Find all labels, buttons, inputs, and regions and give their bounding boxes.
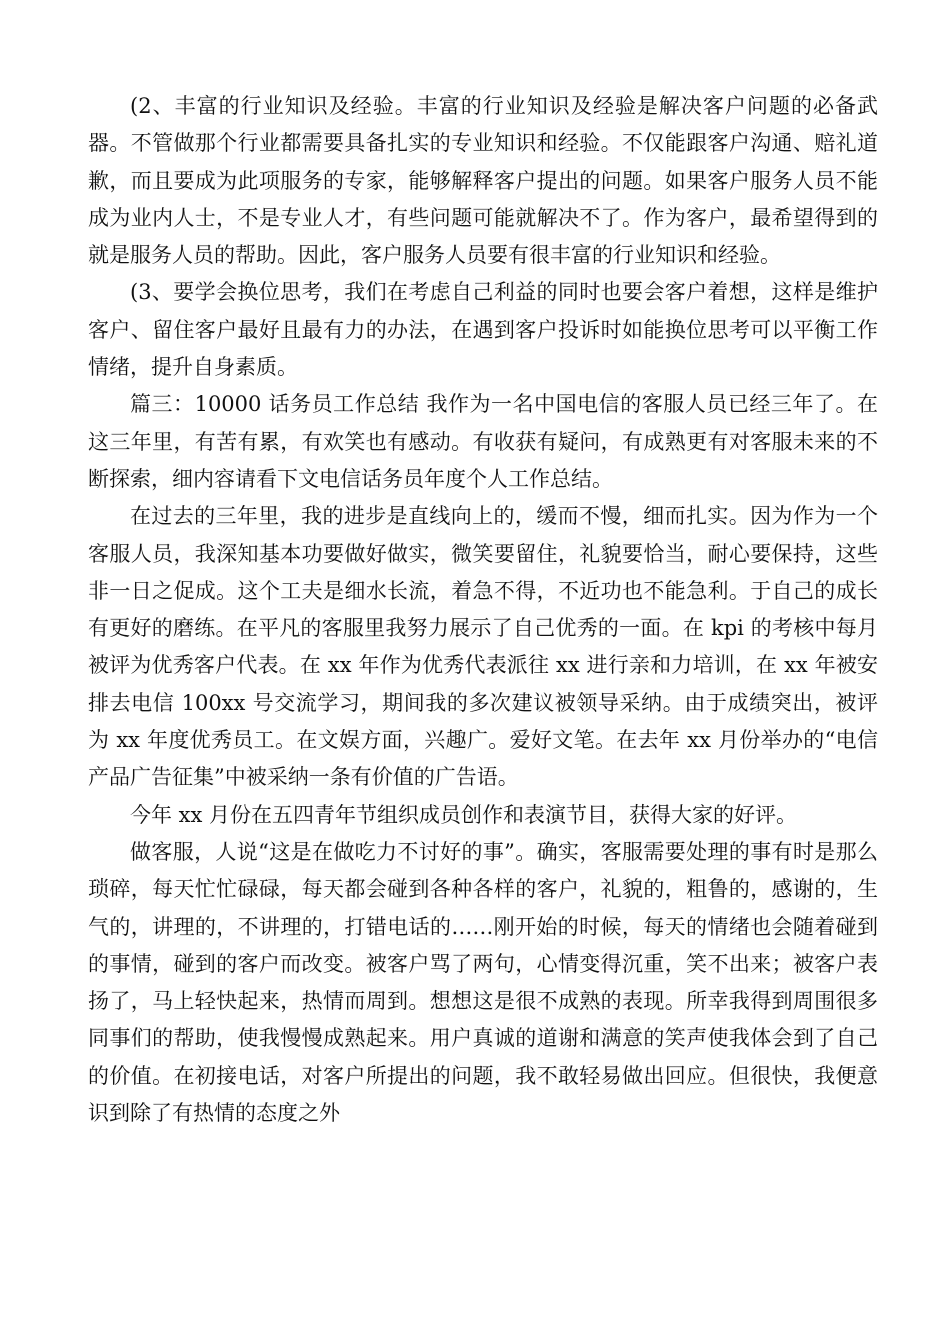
paragraph-three-years-progress: 在过去的三年里，我的进步是直线向上的，缓而不慢，细而扎实。因为作为一个客服人员，我深知基本功要做好做实，微笑要留住，礼貌要恰当，耐心要保持，这些非一日之促成。这个工夫是细水长流，着急不得，不近功也不能急利。于自己的成长有更好的磨练。在平凡的客服里我努力展示了自己优秀的一面。在 kpi 的考核中每月被评为优秀客户代表。在 xx 年作为优秀代表派往 xx 进行亲和力培训，在 xx 年被安排去电信 100xx 号交流学习，期间我的多次建议被领导采纳。由于成绩突出，被评为 xx 年度优秀员工。在文娱方面，兴趣广。爱好文笔。在去年 xx 月份举办的“电信产品广告征集”中被采纳一条有价值的广告语。 <box>88 504 878 790</box>
paragraph-perspective-taking: (3、要学会换位思考，我们在考虑自己利益的同时也要会客户着想，这样是维护客户、留住客户最好且最有力的办法，在遇到客户投诉时如能换位思考可以平衡工作情绪，提升自身素质。 <box>88 280 878 380</box>
paragraph-customer-service-reflection: 做客服，人说“这是在做吃力不讨好的事”。确实，客服需要处理的事有时是那么琐碎，每天忙忙碌碌，每天都会碰到各种各样的客户，礼貌的，粗鲁的，感谢的，生气的，讲理的，不讲理的，打错电话的……刚开始的时候，每天的情绪也会随着碰到的事情，碰到的客户而改变。被客户骂了两句，心情变得沉重，笑不出来；被客户表扬了，马上轻快起来，热情而周到。想想这是很不成熟的表现。所幸我得到周围很多同事们的帮助，使我慢慢成熟起来。用户真诚的道谢和满意的笑声使我体会到了自己的价值。在初接电话，对客户所提出的问题，我不敢轻易做出回应。但很快，我便意识到除了有热情的态度之外 <box>88 839 878 1126</box>
paragraph-industry-knowledge: (2、丰富的行业知识及经验。丰富的行业知识及经验是解决客户问题的必备武器。不管做那个行业都需要具备扎实的专业知识和经验。不仅能跟客户沟通、赔礼道歉，而且要成为此项服务的专家，能够解释客户提出的问题。如果客户服务人员不能成为业内人士，不是专业人才，有些问题可能就解决不了。作为客户，最希望得到的就是服务人员的帮助。因此，客户服务人员要有很丰富的行业知识和经验。 <box>88 94 878 268</box>
paragraph-youth-day: 今年 xx 月份在五四青年节组织成员创作和表演节目，获得大家的好评。 <box>130 802 798 827</box>
document-page <box>88 88 878 1132</box>
paragraph-section-three-intro: 篇三：10000 话务员工作总结 我作为一名中国电信的客服人员已经三年了。在这三年里，有苦有累，有欢笑也有感动。有收获有疑问，有成熟更有对客服未来的不断探索，细内容请看下文电信话务员年度个人工作总结。 <box>88 392 878 491</box>
